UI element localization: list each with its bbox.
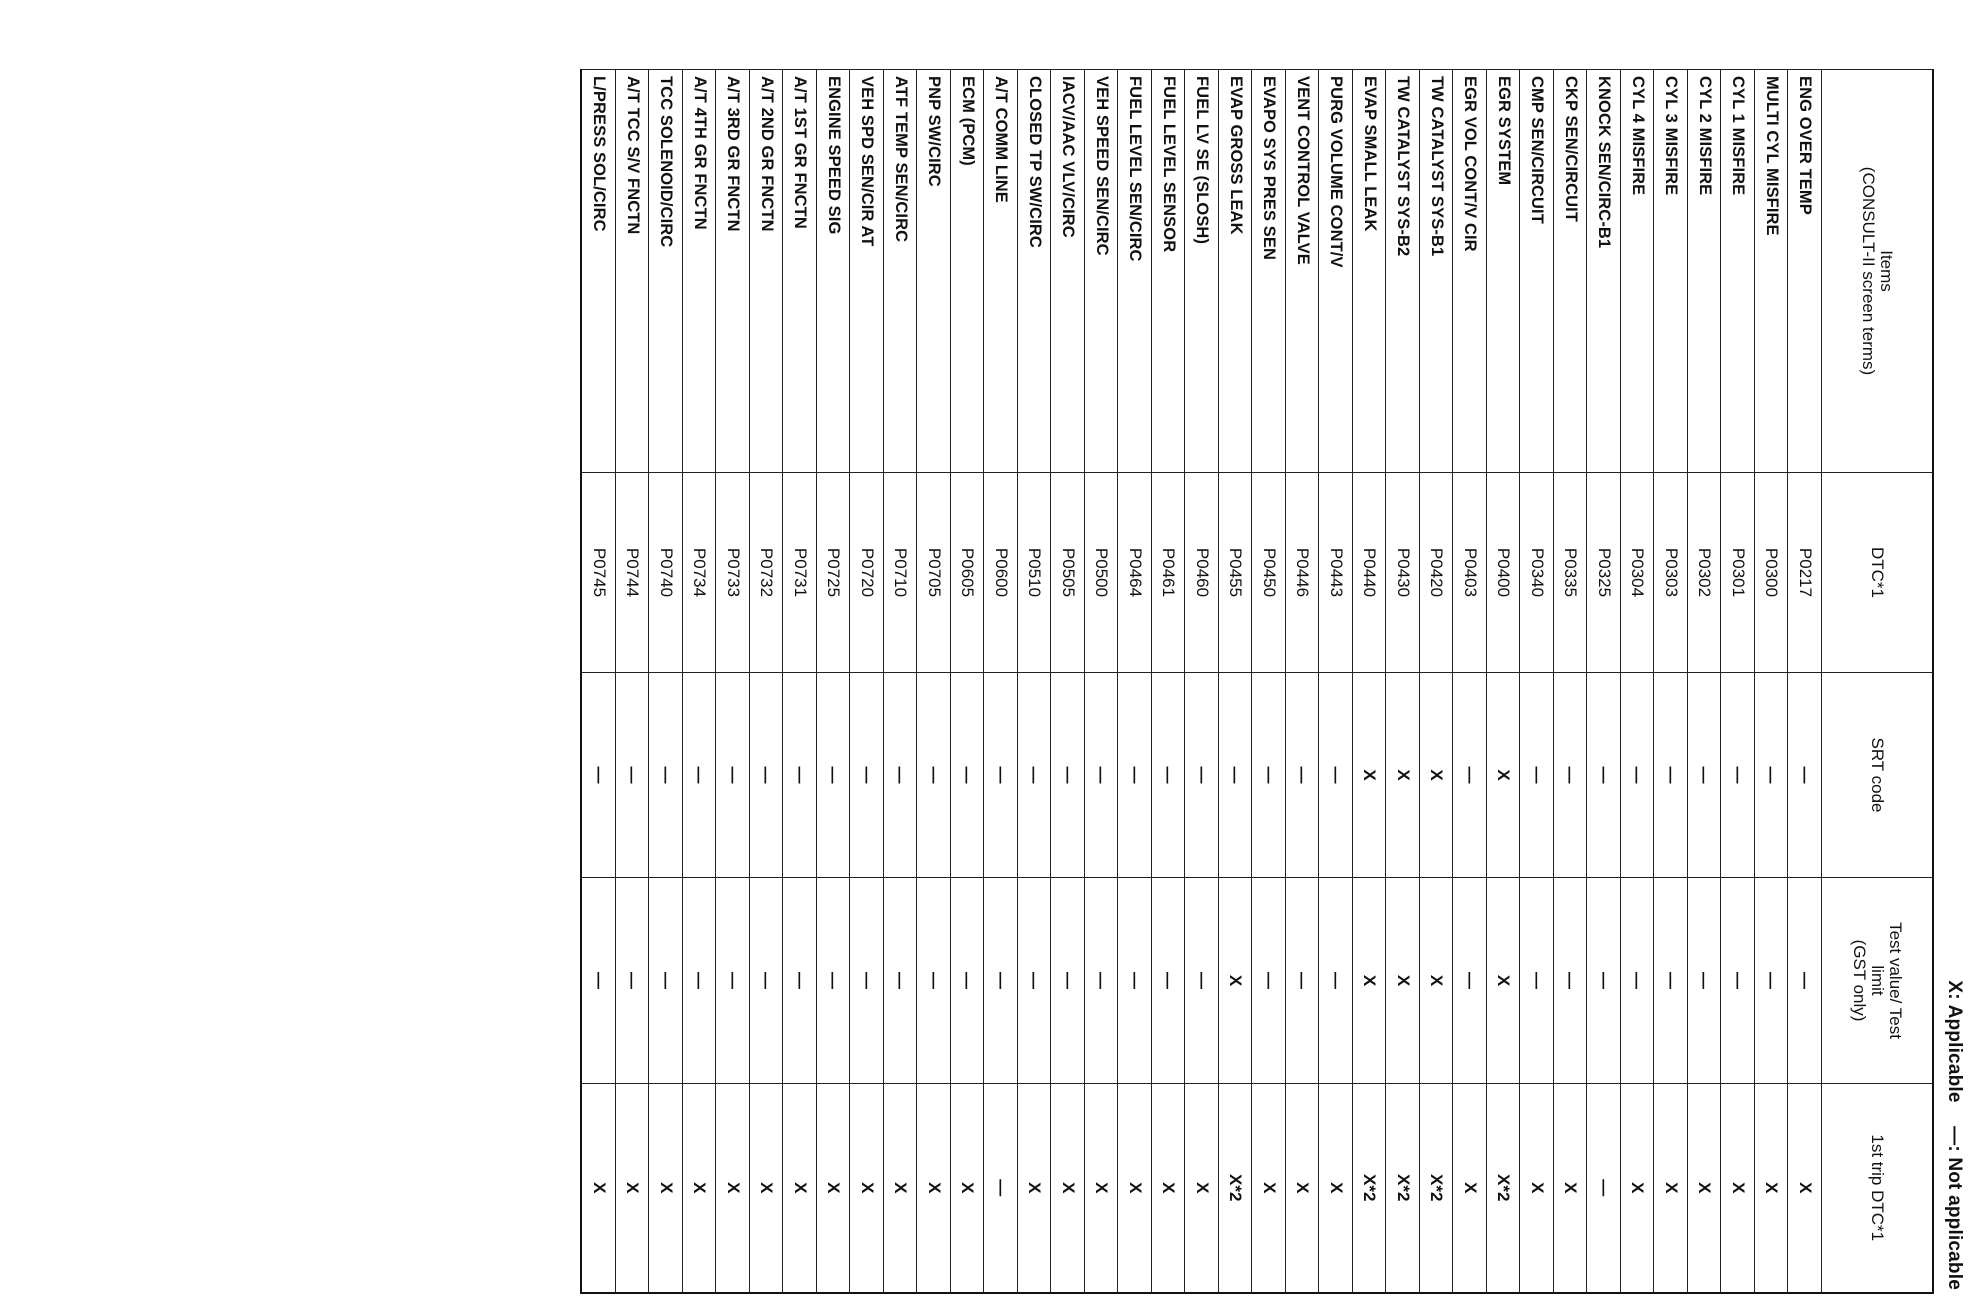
cell-dtc: P0500 xyxy=(1085,473,1119,673)
cell-srt-code: — xyxy=(783,673,817,878)
cell-dtc: P0325 xyxy=(1587,473,1621,673)
cell-first-trip-dtc: X xyxy=(1319,1084,1353,1293)
cell-item: VEH SPD SEN/CIR AT xyxy=(850,70,884,473)
cell-item: A/T COMM LINE xyxy=(984,70,1018,473)
cell-item: MULTI CYL MISFIRE xyxy=(1755,70,1789,473)
cell-item: EGR VOL CONT/V CIR xyxy=(1453,70,1487,473)
cell-srt-code: — xyxy=(1788,673,1822,878)
cell-first-trip-dtc: X xyxy=(683,1084,717,1293)
cell-item: EVAP SMALL LEAK xyxy=(1353,70,1387,473)
cell-dtc: P0300 xyxy=(1755,473,1789,673)
cell-test-value: — xyxy=(649,878,683,1084)
cell-item: L/PRESS SOL/CIRC xyxy=(582,70,616,473)
legend-applicable: X: Applicable xyxy=(1944,980,1965,1103)
cell-dtc: P0510 xyxy=(1018,473,1052,673)
cell-item: CYL 3 MISFIRE xyxy=(1654,70,1688,473)
cell-item: ECM (PCM) xyxy=(951,70,985,473)
cell-srt-code: — xyxy=(1554,673,1588,878)
table-row xyxy=(1721,70,1755,1293)
cell-first-trip-dtc: X*2 xyxy=(1219,1084,1253,1293)
cell-dtc: P0400 xyxy=(1487,473,1521,673)
col-header-items-line2: (CONSULT-II screen terms) xyxy=(1859,166,1878,376)
cell-srt-code: — xyxy=(1185,673,1219,878)
cell-test-value: — xyxy=(984,878,1018,1084)
cell-dtc: P0705 xyxy=(917,473,951,673)
col-header-test-line1: Test value/ Test xyxy=(1885,922,1905,1039)
cell-test-value: — xyxy=(1152,878,1186,1084)
table-row xyxy=(884,70,918,1293)
col-header-first-trip: 1st trip DTC*1 xyxy=(1822,1084,1934,1293)
cell-item: CYL 1 MISFIRE xyxy=(1721,70,1755,473)
cell-item: A/T TCC S/V FNCTN xyxy=(616,70,650,473)
cell-test-value: — xyxy=(1520,878,1554,1084)
cell-test-value: — xyxy=(683,878,717,1084)
cell-item: ATF TEMP SEN/CIRC xyxy=(884,70,918,473)
cell-first-trip-dtc: X xyxy=(1185,1084,1219,1293)
cell-srt-code: — xyxy=(817,673,851,878)
cell-test-value: X xyxy=(1487,878,1521,1084)
cell-first-trip-dtc: X xyxy=(1453,1084,1487,1293)
cell-first-trip-dtc: X xyxy=(1051,1084,1085,1293)
table-row xyxy=(1587,70,1621,1293)
cell-srt-code: — xyxy=(850,673,884,878)
cell-item: ENGINE SPEED SIG xyxy=(817,70,851,473)
cell-dtc: P0340 xyxy=(1520,473,1554,673)
cell-srt-code: X xyxy=(1420,673,1454,878)
cell-item: VEH SPEED SEN/CIRC xyxy=(1085,70,1119,473)
cell-dtc: P0403 xyxy=(1453,473,1487,673)
col-header-srt: SRT code xyxy=(1822,673,1934,878)
cell-dtc: P0733 xyxy=(716,473,750,673)
cell-first-trip-dtc: X*2 xyxy=(1353,1084,1387,1293)
cell-first-trip-dtc: X xyxy=(582,1084,616,1293)
cell-srt-code: X xyxy=(1487,673,1521,878)
table-row xyxy=(1152,70,1186,1293)
cell-test-value: — xyxy=(1018,878,1052,1084)
cell-item: EVAPO SYS PRES SEN xyxy=(1252,70,1286,473)
cell-srt-code: — xyxy=(1621,673,1655,878)
cell-dtc: P0217 xyxy=(1788,473,1822,673)
cell-srt-code: — xyxy=(1152,673,1186,878)
cell-test-value: — xyxy=(1554,878,1588,1084)
cell-dtc: P0443 xyxy=(1319,473,1353,673)
cell-srt-code: — xyxy=(1085,673,1119,878)
cell-dtc: P0455 xyxy=(1219,473,1253,673)
cell-test-value: — xyxy=(917,878,951,1084)
cell-srt-code: — xyxy=(1018,673,1052,878)
cell-first-trip-dtc: X xyxy=(750,1084,784,1293)
cell-first-trip-dtc: X xyxy=(1520,1084,1554,1293)
cell-test-value: — xyxy=(1185,878,1219,1084)
cell-test-value: — xyxy=(1286,878,1320,1084)
cell-test-value: — xyxy=(1788,878,1822,1084)
cell-srt-code: — xyxy=(1051,673,1085,878)
cell-first-trip-dtc: X xyxy=(1554,1084,1588,1293)
cell-dtc: P0744 xyxy=(616,473,650,673)
col-header-test xyxy=(1822,878,1934,1084)
cell-srt-code: — xyxy=(649,673,683,878)
cell-dtc: P0720 xyxy=(850,473,884,673)
cell-first-trip-dtc: X xyxy=(1286,1084,1320,1293)
cell-dtc: P0710 xyxy=(884,473,918,673)
legend-not-applicable: —: Not applicable xyxy=(1944,1126,1965,1290)
cell-srt-code: — xyxy=(1520,673,1554,878)
cell-test-value: — xyxy=(783,878,817,1084)
cell-srt-code: — xyxy=(1319,673,1353,878)
cell-first-trip-dtc: X xyxy=(917,1084,951,1293)
cell-srt-code: — xyxy=(1252,673,1286,878)
cell-test-value: — xyxy=(1587,878,1621,1084)
cell-first-trip-dtc: X xyxy=(716,1084,750,1293)
table-row xyxy=(1755,70,1789,1293)
cell-test-value: — xyxy=(750,878,784,1084)
table-row xyxy=(1319,70,1353,1293)
cell-test-value: — xyxy=(616,878,650,1084)
cell-dtc: P0304 xyxy=(1621,473,1655,673)
table-row xyxy=(1118,70,1152,1293)
table-row xyxy=(683,70,717,1293)
cell-test-value: — xyxy=(1118,878,1152,1084)
table-row xyxy=(1487,70,1521,1293)
cell-first-trip-dtc: X xyxy=(1018,1084,1052,1293)
cell-dtc: P0335 xyxy=(1554,473,1588,673)
cell-test-value: — xyxy=(850,878,884,1084)
cell-item: CMP SEN/CIRCUIT xyxy=(1520,70,1554,473)
header-row xyxy=(1822,70,1934,1293)
cell-item: CYL 2 MISFIRE xyxy=(1688,70,1722,473)
cell-test-value: — xyxy=(1453,878,1487,1084)
cell-item: A/T 2ND GR FNCTN xyxy=(750,70,784,473)
table-row xyxy=(817,70,851,1293)
table-row xyxy=(1252,70,1286,1293)
cell-item: A/T 4TH GR FNCTN xyxy=(683,70,717,473)
cell-dtc: P0302 xyxy=(1688,473,1722,673)
cell-dtc: P0420 xyxy=(1420,473,1454,673)
cell-test-value: — xyxy=(1051,878,1085,1084)
table-row xyxy=(1788,70,1822,1293)
cell-dtc: P0734 xyxy=(683,473,717,673)
cell-first-trip-dtc: X xyxy=(1721,1084,1755,1293)
cell-srt-code: — xyxy=(1755,673,1789,878)
cell-first-trip-dtc: X xyxy=(850,1084,884,1293)
table-row xyxy=(1621,70,1655,1293)
cell-item: IACV/AAC VLV/CIRC xyxy=(1051,70,1085,473)
table-row xyxy=(917,70,951,1293)
cell-dtc: P0605 xyxy=(951,473,985,673)
cell-test-value: — xyxy=(951,878,985,1084)
table-row xyxy=(984,70,1018,1293)
cell-srt-code: — xyxy=(1219,673,1253,878)
table-row xyxy=(1520,70,1554,1293)
dtc-table xyxy=(581,69,1935,1294)
cell-item: FUEL LEVEL SENSOR xyxy=(1152,70,1186,473)
cell-srt-code: — xyxy=(582,673,616,878)
cell-item: PNP SW/CIRC xyxy=(917,70,951,473)
table-row xyxy=(1219,70,1253,1293)
cell-dtc: P0440 xyxy=(1353,473,1387,673)
cell-dtc: P0732 xyxy=(750,473,784,673)
table-row xyxy=(616,70,650,1293)
cell-dtc: P0460 xyxy=(1185,473,1219,673)
cell-srt-code: — xyxy=(616,673,650,878)
cell-item: KNOCK SEN/CIRC-B1 xyxy=(1587,70,1621,473)
cell-test-value: X xyxy=(1386,878,1420,1084)
cell-dtc: P0301 xyxy=(1721,473,1755,673)
cell-test-value: — xyxy=(1252,878,1286,1084)
cell-srt-code: — xyxy=(1654,673,1688,878)
cell-dtc: P0430 xyxy=(1386,473,1420,673)
table-row xyxy=(582,70,616,1293)
col-header-items xyxy=(1822,70,1934,473)
table-row xyxy=(951,70,985,1293)
cell-test-value: — xyxy=(1621,878,1655,1084)
cell-item: CKP SEN/CIRCUIT xyxy=(1554,70,1588,473)
cell-dtc: P0725 xyxy=(817,473,851,673)
cell-test-value: — xyxy=(884,878,918,1084)
table-row xyxy=(750,70,784,1293)
table-row xyxy=(1085,70,1119,1293)
cell-test-value: — xyxy=(1085,878,1119,1084)
cell-first-trip-dtc: X xyxy=(884,1084,918,1293)
table-row xyxy=(1420,70,1454,1293)
cell-item: TW CATALYST SYS-B1 xyxy=(1420,70,1454,473)
cell-dtc: P0303 xyxy=(1654,473,1688,673)
cell-test-value: — xyxy=(1654,878,1688,1084)
cell-item: TW CATALYST SYS-B2 xyxy=(1386,70,1420,473)
cell-first-trip-dtc: X*2 xyxy=(1487,1084,1521,1293)
cell-srt-code: — xyxy=(1587,673,1621,878)
cell-dtc: P0745 xyxy=(582,473,616,673)
cell-dtc: P0450 xyxy=(1252,473,1286,673)
cell-first-trip-dtc: X xyxy=(783,1084,817,1293)
cell-first-trip-dtc: X xyxy=(649,1084,683,1293)
cell-srt-code: — xyxy=(750,673,784,878)
table-row xyxy=(716,70,750,1293)
table-row xyxy=(1286,70,1320,1293)
cell-first-trip-dtc: X xyxy=(1252,1084,1286,1293)
table-row xyxy=(1453,70,1487,1293)
cell-first-trip-dtc: X xyxy=(1788,1084,1822,1293)
cell-srt-code: — xyxy=(984,673,1018,878)
cell-srt-code: — xyxy=(917,673,951,878)
cell-item: EGR SYSTEM xyxy=(1487,70,1521,473)
cell-item: VENT CONTROL VALVE xyxy=(1286,70,1320,473)
cell-srt-code: — xyxy=(716,673,750,878)
cell-item: A/T 1ST GR FNCTN xyxy=(783,70,817,473)
cell-dtc: P0446 xyxy=(1286,473,1320,673)
cell-first-trip-dtc: — xyxy=(1587,1084,1621,1293)
cell-first-trip-dtc: X xyxy=(1654,1084,1688,1293)
cell-srt-code: — xyxy=(884,673,918,878)
cell-first-trip-dtc: X xyxy=(1152,1084,1186,1293)
table-row xyxy=(1018,70,1052,1293)
cell-item: FUEL LV SE (SLOSH) xyxy=(1185,70,1219,473)
cell-dtc: P0464 xyxy=(1118,473,1152,673)
cell-first-trip-dtc: X*2 xyxy=(1420,1084,1454,1293)
cell-srt-code: — xyxy=(1721,673,1755,878)
table-row xyxy=(649,70,683,1293)
cell-dtc: P0505 xyxy=(1051,473,1085,673)
cell-dtc: P0600 xyxy=(984,473,1018,673)
cell-dtc: P0740 xyxy=(649,473,683,673)
table-header xyxy=(1822,70,1934,1293)
table-row xyxy=(1554,70,1588,1293)
cell-first-trip-dtc: X xyxy=(1688,1084,1722,1293)
cell-item: CYL 4 MISFIRE xyxy=(1621,70,1655,473)
cell-first-trip-dtc: X xyxy=(616,1084,650,1293)
cell-first-trip-dtc: X xyxy=(951,1084,985,1293)
cell-test-value: — xyxy=(817,878,851,1084)
cell-first-trip-dtc: X xyxy=(1085,1084,1119,1293)
cell-test-value: — xyxy=(1755,878,1789,1084)
table-row xyxy=(1185,70,1219,1293)
cell-srt-code: — xyxy=(683,673,717,878)
table-row xyxy=(1051,70,1085,1293)
table-row xyxy=(1353,70,1387,1293)
cell-item: EVAP GROSS LEAK xyxy=(1219,70,1253,473)
cell-srt-code: X xyxy=(1353,673,1387,878)
cell-item: PURG VOLUME CONT/V xyxy=(1319,70,1353,473)
cell-srt-code: — xyxy=(1286,673,1320,878)
cell-first-trip-dtc: X xyxy=(1621,1084,1655,1293)
col-header-test-line2: limit xyxy=(1867,965,1887,996)
cell-item: ENG OVER TEMP xyxy=(1788,70,1822,473)
cell-item: TCC SOLENOID/CIRC xyxy=(649,70,683,473)
cell-test-value: — xyxy=(1319,878,1353,1084)
cell-first-trip-dtc: X xyxy=(1118,1084,1152,1293)
cell-srt-code: — xyxy=(951,673,985,878)
cell-srt-code: — xyxy=(1118,673,1152,878)
table-body xyxy=(582,70,1822,1293)
cell-item: FUEL LEVEL SEN/CIRC xyxy=(1118,70,1152,473)
cell-dtc: P0731 xyxy=(783,473,817,673)
table-row xyxy=(783,70,817,1293)
cell-first-trip-dtc: X xyxy=(817,1084,851,1293)
cell-test-value: X xyxy=(1420,878,1454,1084)
cell-srt-code: — xyxy=(1688,673,1722,878)
cell-test-value: X xyxy=(1353,878,1387,1084)
cell-srt-code: — xyxy=(1453,673,1487,878)
cell-dtc: P0461 xyxy=(1152,473,1186,673)
cell-item: CLOSED TP SW/CIRC xyxy=(1018,70,1052,473)
cell-first-trip-dtc: — xyxy=(984,1084,1018,1293)
table-row xyxy=(850,70,884,1293)
legend xyxy=(1943,0,1965,1290)
cell-first-trip-dtc: X xyxy=(1755,1084,1789,1293)
cell-test-value: X xyxy=(1219,878,1253,1084)
cell-first-trip-dtc: X*2 xyxy=(1386,1084,1420,1293)
cell-test-value: — xyxy=(716,878,750,1084)
table-row xyxy=(1386,70,1420,1293)
cell-item: A/T 3RD GR FNCTN xyxy=(716,70,750,473)
cell-test-value: — xyxy=(1688,878,1722,1084)
table-row xyxy=(1654,70,1688,1293)
col-header-test-line3: (GST only) xyxy=(1850,939,1870,1022)
cell-test-value: — xyxy=(582,878,616,1084)
col-header-dtc: DTC*1 xyxy=(1822,473,1934,673)
cell-test-value: — xyxy=(1721,878,1755,1084)
cell-srt-code: X xyxy=(1386,673,1420,878)
table-row xyxy=(1688,70,1722,1293)
col-header-items-line1: Items xyxy=(1876,250,1896,292)
